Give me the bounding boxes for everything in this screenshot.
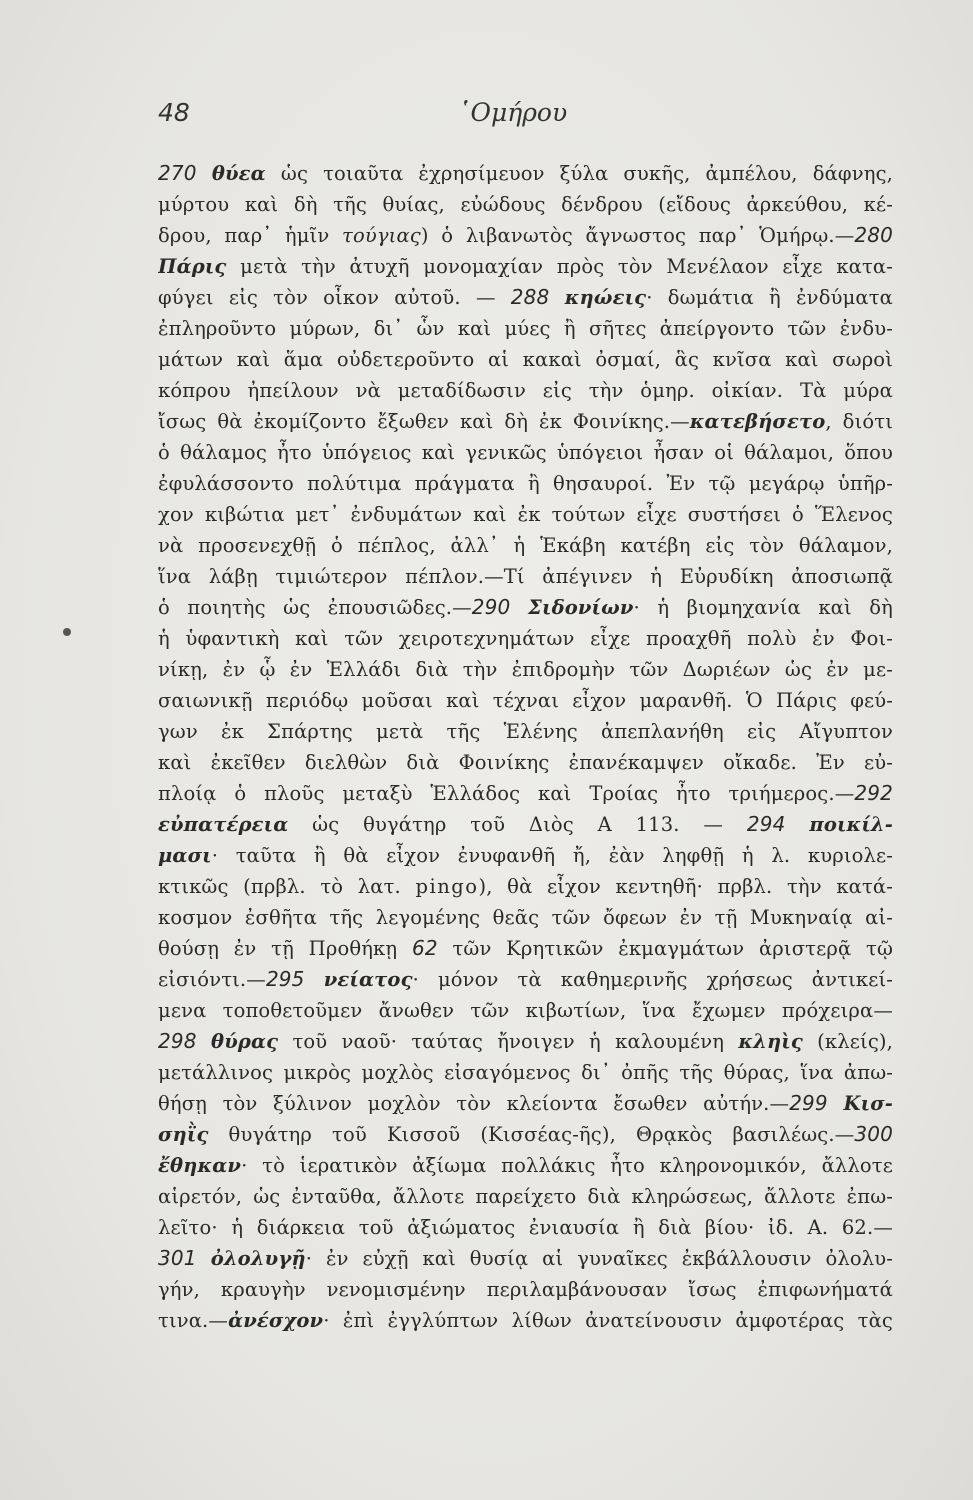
- text-run: αἱρετόν, ὡς ἐνταῦθα, ἄλλοτε παρείχετο διὰ κληρώσεως, ἄλλοτε ἐπω-: [158, 1185, 893, 1208]
- text-run: ), θὰ εἶχον κεντηθῆ· πρβλ. τὴν κατά-: [478, 875, 893, 898]
- lemma: θύρας: [211, 1030, 279, 1053]
- line-number: 295: [265, 967, 324, 991]
- text-run: φύγει εἰς τὸν οἶκον αὐτοῦ. —: [158, 286, 511, 309]
- text-run: ἐφυλάσσοντο πολύτιμα πράγματα ἢ θησαυροί. Ἐν τῷ μεγάρῳ ὑπῆρ-: [158, 472, 893, 495]
- text-line: [158, 747, 893, 778]
- line-number: 299: [789, 1091, 844, 1115]
- text-run: · δωμάτια ἢ ἐνδύματα: [646, 286, 893, 309]
- line-number: 300: [854, 1122, 893, 1146]
- text-run: (κλείς),: [802, 1030, 893, 1053]
- text-line: [158, 406, 893, 437]
- text-run: θυγάτηρ τοῦ Κισσοῦ (Κισσέας-ῆς), Θρᾳκὸς βασιλέως.—: [208, 1123, 855, 1146]
- text-run: μενα τοποθετοῦμεν ἄνωθεν τῶν κιβωτίων, ἵνα ἔχωμεν πρόχειρα—: [158, 999, 893, 1022]
- text-run: χον κιβώτια μετ᾽ ἐνδυμάτων καὶ ἐκ τούτων εἶχε συστήσει ὁ Ἕλενος: [158, 503, 893, 526]
- text-line: [158, 902, 893, 933]
- text-run: μύρτου καὶ δὴ τῆς θυίας, εὐώδους δένδρου (εἴδους ἀρκεύθου, κέ-: [158, 193, 893, 216]
- text-line: [158, 716, 893, 747]
- text-line: [158, 220, 893, 251]
- commentary-text: [158, 158, 893, 1336]
- text-run: ) ὁ λιβανωτὸς ἄγνωστος παρ᾽ Ὁμήρῳ.—: [420, 224, 855, 247]
- lemma: νείατος: [323, 968, 413, 991]
- text-line: [158, 1119, 893, 1150]
- latin-word: pingo: [415, 875, 479, 898]
- text-run: ἵνα λάβῃ τιμιώτερον πέπλον.—Τί ἀπέγινεν ἡ Εὐρυδίκη ἀποσιωπᾷ: [158, 565, 893, 588]
- text-line: [158, 933, 893, 964]
- text-run: σαιωνικῇ περιόδῳ μοῦσαι καὶ τέχναι εἶχον μαρανθῆ. Ὁ Πάρις φεύ-: [158, 689, 893, 712]
- text-run: τῶν Κρητικῶν ἐκμαγμάτων ἀριστερᾷ τῷ: [437, 937, 893, 960]
- text-run: · ἐπὶ ἐγγλύπτων λίθων ἀνατείνουσιν ἀμφοτέρας τὰς: [323, 1309, 893, 1332]
- text-line: [158, 1026, 893, 1057]
- lemma: κληὶς: [738, 1030, 803, 1053]
- text-line: [158, 809, 893, 840]
- text-line: [158, 1274, 893, 1305]
- text-run: τοῦ ναοῦ· ταύτας ἤνοιγεν ἡ καλουμένη: [278, 1030, 739, 1053]
- text-line: [158, 468, 893, 499]
- lemma: σηῒς: [158, 1123, 209, 1146]
- lemma: θύεα: [211, 162, 266, 185]
- text-line: [158, 964, 893, 995]
- lemma: κηώεις: [564, 286, 647, 309]
- text-line: [158, 375, 893, 406]
- text-run: · ταῦτα ἢ θὰ εἶχον ἐνυφανθῆ ἤ, ἐὰν ληφθῇ ἡ λ. κυριολε-: [211, 844, 893, 867]
- lemma: μασι: [158, 844, 212, 867]
- text-line: [158, 189, 893, 220]
- line-number: 280: [854, 223, 893, 247]
- margin-mark: [63, 628, 71, 636]
- italic-word: τούγιας: [342, 224, 421, 247]
- text-line: [158, 437, 893, 468]
- text-line: [158, 158, 893, 189]
- text-run: κοσμον ἐσθῆτα τῆς λεγομένης θεᾶς τῶν ὄφεων ἐν τῇ Μυκηναίᾳ αἰ-: [158, 906, 893, 929]
- text-line: [158, 1305, 893, 1336]
- text-line: [158, 282, 893, 313]
- lemma: ποικίλ-: [809, 813, 893, 836]
- text-run: μετάλλινος μικρὸς μοχλὸς εἰσαγόμενος δι᾽ ὀπῆς τῆς θύρας, ἵνα ἀπω-: [158, 1061, 893, 1084]
- text-run: ἐπληροῦντο μύρων, δι᾽ ὧν καὶ μύες ἢ σῆτες ἀπείργοντο τῶν ἐνδυ-: [158, 317, 893, 340]
- text-run: δρου, παρ᾽ ἡμῖν: [158, 224, 343, 247]
- text-run: · μόνον τὰ καθημερινῆς χρήσεως ἀντικεί-: [412, 968, 893, 991]
- text-run: , διότι: [825, 410, 893, 433]
- text-run: · ἡ βιομηχανία καὶ δὴ: [633, 596, 893, 619]
- text-run: γήν, κραυγὴν νενομισμένην περιλαμβάνουσαν ἴσως ἐπιφωνήματά: [158, 1278, 893, 1301]
- text-line: [158, 685, 893, 716]
- text-run: · ἐν εὐχῇ καὶ θυσίᾳ αἱ γυναῖκες ἐκβάλλουσιν ὀλολυ-: [305, 1247, 893, 1270]
- line-number: 301: [158, 1246, 211, 1270]
- page-number: 48: [158, 98, 190, 127]
- text-line: [158, 344, 893, 375]
- text-run: κόπρου ἠπείλουν νὰ μεταδίδωσιν εἰς τὴν ὁμηρ. οἰκίαν. Τὰ μύρα: [158, 379, 893, 402]
- text-line: [158, 1181, 893, 1212]
- text-line: [158, 1057, 893, 1088]
- text-run: καὶ ἐκεῖθεν διελθὼν διὰ Φοινίκης ἐπανέκαμψεν οἴκαδε. Ἐν εὐ-: [158, 751, 893, 774]
- text-line: [158, 654, 893, 685]
- lemma: Πάρις: [158, 255, 227, 278]
- text-line: [158, 313, 893, 344]
- line-number: 290: [471, 595, 529, 619]
- lemma: Κισ-: [843, 1092, 893, 1115]
- line-number: 62: [411, 936, 438, 960]
- text-run: ἴσως θὰ ἐκομίζοντο ἔξωθεν καὶ δὴ ἐκ Φοινίκης.—: [158, 410, 690, 433]
- text-run: γων ἐκ Σπάρτης μετὰ τῆς Ἑλένης ἀπεπλανήθη εἰς Αἴγυπτον: [158, 720, 893, 743]
- text-line: [158, 995, 893, 1026]
- text-line: [158, 840, 893, 871]
- text-run: ὁ ποιητὴς ὡς ἐπουσιῶδες.—: [158, 596, 472, 619]
- text-run: λεῖτο· ἡ διάρκεια τοῦ ἀξιώματος ἐνιαυσία ἢ διὰ βίου· ἰδ. Α. 62.—: [158, 1216, 893, 1239]
- text-line: [158, 871, 893, 902]
- text-line: [158, 530, 893, 561]
- text-run: μάτων καὶ ἅμα οὐδετεροῦντο αἱ κακαὶ ὀσμαί, ἃς κνῖσα καὶ σωροὶ: [158, 348, 893, 371]
- line-number: 270: [158, 161, 212, 185]
- text-line: [158, 499, 893, 530]
- lemma: ὀλολυγῇ: [210, 1247, 306, 1270]
- lemma: κατεβήσετο: [689, 410, 826, 433]
- text-run: ὡς τοιαῦτα ἐχρησίμευον ξύλα συκῆς, ἀμπέλου, δάφνης,: [265, 162, 893, 185]
- text-line: [158, 1243, 893, 1274]
- text-line: [158, 1212, 893, 1243]
- text-run: μετὰ τὴν ἀτυχῆ μονομαχίαν πρὸς τὸν Μενέλαον εἶχε κατα-: [226, 255, 893, 278]
- lemma: ἔθηκαν: [158, 1154, 242, 1177]
- line-number: 298: [158, 1029, 212, 1053]
- text-run: ὡς θυγάτηρ τοῦ Διὸς Α 113. —: [288, 813, 747, 836]
- line-number: 288: [510, 285, 565, 309]
- text-line: [158, 623, 893, 654]
- text-line: [158, 1150, 893, 1181]
- line-number: 292: [854, 781, 893, 805]
- text-run: ἡ ὑφαντικὴ καὶ τῶν χειροτεχνημάτων εἶχε προαχθῆ πολὺ ἐν Φοι-: [158, 627, 893, 650]
- text-run: τινα.—: [158, 1309, 229, 1332]
- text-run: πλοίᾳ ὁ πλοῦς μεταξὺ Ἑλλάδος καὶ Τροίας ἦτο τριήμερος.—: [158, 782, 855, 805]
- text-line: [158, 592, 893, 623]
- lemma: ἀνέσχον: [228, 1309, 324, 1332]
- text-run: θήσῃ τὸν ξύλινον μοχλὸν τὸν κλείοντα ἔσωθεν αὐτήν.—: [158, 1092, 790, 1115]
- text-line: [158, 778, 893, 809]
- text-run: · τὸ ἱερατικὸν ἀξίωμα πολλάκις ἦτο κληρονομικόν, ἄλλοτε: [241, 1154, 893, 1177]
- text-run: θούσῃ ἐν τῇ Προθήκῃ: [158, 937, 412, 960]
- line-number: 294: [746, 812, 810, 836]
- text-line: [158, 251, 893, 282]
- text-line: [158, 1088, 893, 1119]
- text-line: [158, 561, 893, 592]
- text-run: νὰ προσενεχθῇ ὁ πέπλος, ἀλλ᾽ ἡ Ἑκάβη κατέβη εἰς τὸν θάλαμον,: [158, 534, 893, 557]
- lemma: Σιδονίων: [528, 596, 634, 619]
- lemma: εὐπατέρεια: [158, 813, 289, 836]
- text-run: ὁ θάλαμος ἦτο ὑπόγειος καὶ γενικῶς ὑπόγειοι ἦσαν οἱ θάλαμοι, ὅπου: [158, 441, 893, 464]
- page-header: [0, 98, 973, 138]
- text-run: εἰσιόντι.—: [158, 968, 266, 991]
- text-run: κτικῶς (πρβλ. τὸ λατ.: [158, 875, 416, 898]
- text-run: νίκῃ, ἐν ᾧ ἐν Ἑλλάδι διὰ τὴν ἐπιδρομὴν τῶν Δωριέων ὡς ἐν με-: [158, 658, 893, 681]
- running-title: ῾Ομήρου: [458, 98, 568, 127]
